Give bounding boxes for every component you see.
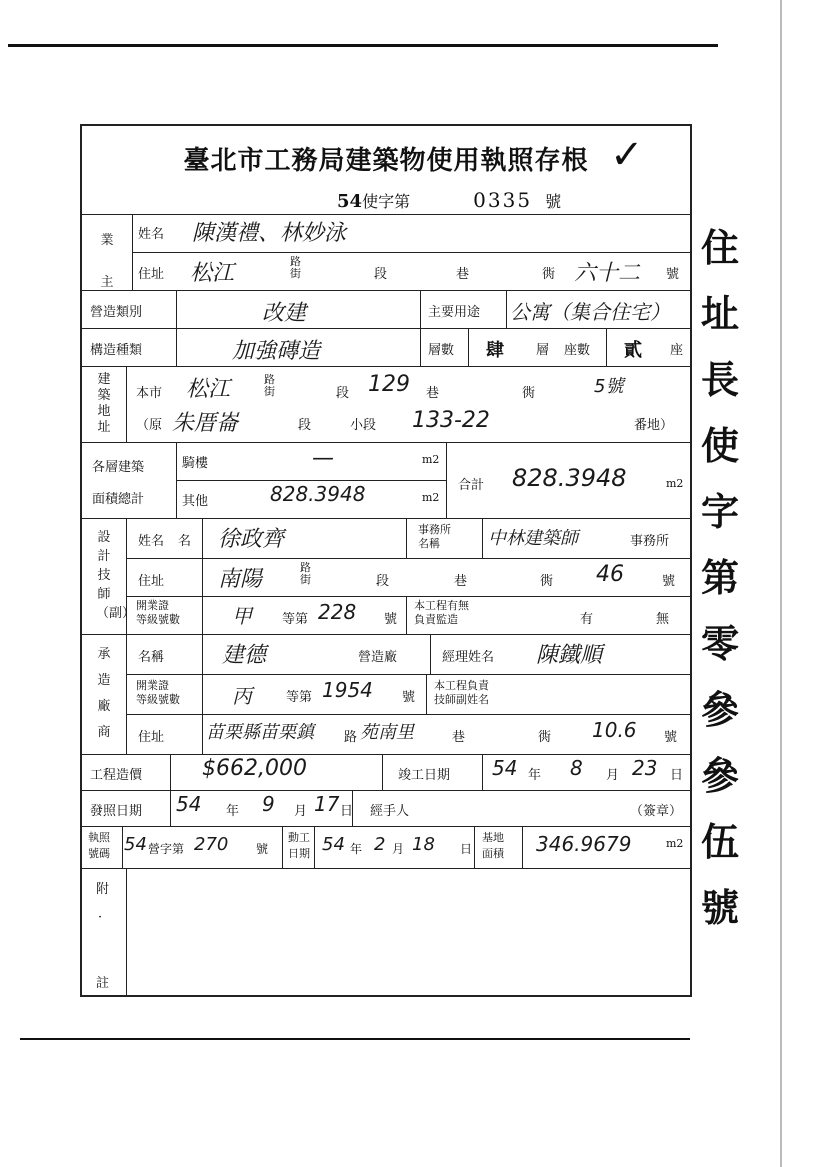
cert-suffix: 號 bbox=[545, 192, 562, 211]
grid-line bbox=[82, 290, 690, 291]
supervise-yes: 有 bbox=[580, 612, 594, 627]
issue-year-label: 年 bbox=[226, 804, 240, 819]
owner-name-value: 陳漢禮、林妙泳 bbox=[192, 221, 347, 246]
site-section-label: 建築地址 bbox=[97, 372, 111, 435]
contractor-license-grade: 丙 bbox=[232, 684, 252, 708]
permit-label-2: 號碼 bbox=[88, 847, 110, 860]
orig-subsection-label: 小段 bbox=[350, 418, 377, 433]
cost-label: 工程造價 bbox=[90, 768, 143, 783]
grid-line bbox=[126, 868, 127, 995]
start-month-label: 月 bbox=[392, 842, 405, 856]
grid-line bbox=[446, 442, 447, 518]
notes-label-top: 附 bbox=[96, 882, 110, 897]
form-title: 臺北市工務局建築物使用執照存根 bbox=[183, 146, 589, 176]
contractor-license-no: 1954 bbox=[322, 678, 373, 702]
cert-label: 使字第 bbox=[362, 192, 411, 211]
owner-addr-no: 六十二 bbox=[574, 261, 641, 286]
designer-license-grade: 甲 bbox=[232, 604, 252, 628]
grid-line bbox=[126, 558, 690, 559]
blocks-label: 座數 bbox=[564, 343, 591, 358]
completion-label: 竣工日期 bbox=[398, 768, 451, 783]
grid-line bbox=[176, 442, 177, 518]
side-char: 號 bbox=[700, 885, 739, 930]
contractor-lane-label: 巷 bbox=[452, 730, 466, 745]
owner-lane-label: 巷 bbox=[456, 267, 470, 282]
grid-line bbox=[474, 826, 475, 868]
completion-day-label: 日 bbox=[670, 768, 684, 783]
completion-year-label: 年 bbox=[528, 768, 542, 783]
start-day-label: 日 bbox=[460, 842, 473, 856]
grid-line bbox=[82, 328, 690, 329]
designer-addr-label: 住址 bbox=[138, 574, 165, 589]
build-type-value: 改建 bbox=[262, 301, 307, 326]
grid-line bbox=[82, 518, 690, 519]
site-lane: 129 bbox=[368, 372, 410, 397]
grid-line bbox=[468, 328, 469, 366]
grid-line bbox=[482, 518, 483, 558]
grid-line bbox=[426, 674, 427, 714]
other-unit: m2 bbox=[422, 491, 440, 504]
designer-license-no: 228 bbox=[318, 600, 357, 624]
start-month: 2 bbox=[374, 834, 386, 855]
contractor-no-label: 號 bbox=[664, 730, 678, 745]
site-street-label: 衖 bbox=[522, 386, 536, 401]
permit-suffix: 號 bbox=[256, 842, 269, 856]
orig-label: （原 bbox=[136, 418, 163, 433]
check-mark: ✓ bbox=[610, 132, 644, 178]
supervise-label-2: 負責監造 bbox=[414, 613, 458, 626]
completion-month: 8 bbox=[570, 756, 583, 780]
grid-line bbox=[506, 290, 507, 328]
base-value: 346.9679 bbox=[536, 832, 632, 856]
grid-line bbox=[522, 826, 523, 868]
grid-line bbox=[126, 714, 690, 715]
side-char: 長 bbox=[700, 357, 739, 402]
cert-no: 0335 bbox=[473, 188, 533, 212]
grid-line bbox=[176, 480, 446, 481]
other-label: 其他 bbox=[182, 494, 209, 509]
permit-prefix: 54 bbox=[124, 834, 147, 855]
grid-line bbox=[82, 790, 690, 791]
grid-line bbox=[482, 754, 483, 790]
side-char: 第 bbox=[700, 555, 739, 600]
contractor-name-value: 建德 bbox=[222, 643, 267, 668]
designer-section-label-2: 段 bbox=[376, 574, 390, 589]
permit-mid: 營字第 bbox=[148, 842, 185, 856]
designer-name-label-2: 名 bbox=[178, 534, 192, 549]
orig-area: 朱厝崙 bbox=[172, 411, 239, 436]
grid-line bbox=[126, 518, 127, 754]
grid-line bbox=[126, 674, 690, 675]
designer-street-label: 衖 bbox=[540, 574, 554, 589]
grid-line bbox=[176, 290, 177, 366]
start-label-2: 日期 bbox=[288, 847, 310, 860]
grid-line bbox=[82, 214, 690, 215]
grid-line bbox=[420, 290, 421, 366]
designer-license-mid: 等第 bbox=[282, 612, 309, 627]
permit-stub-form bbox=[80, 124, 692, 997]
grid-line bbox=[132, 214, 133, 290]
floors-unit: 層 bbox=[536, 343, 550, 358]
office-label-1: 事務所 bbox=[418, 523, 451, 536]
contractor-name-suffix: 營造廠 bbox=[358, 650, 398, 665]
grid-line bbox=[126, 596, 690, 597]
arcade-value: — bbox=[312, 446, 334, 471]
issue-label: 發照日期 bbox=[90, 804, 143, 819]
grid-line bbox=[170, 754, 171, 790]
permit-no: 270 bbox=[194, 834, 229, 855]
owner-section-no-label: 段 bbox=[374, 267, 388, 282]
permit-label-1: 執照 bbox=[88, 831, 110, 844]
grid-line bbox=[82, 442, 690, 443]
owner-no-label: 號 bbox=[666, 267, 680, 282]
issue-month-label: 月 bbox=[294, 804, 308, 819]
blocks-value: 貳 bbox=[624, 340, 642, 361]
designer-lane-label: 巷 bbox=[454, 574, 468, 589]
lot-label: 番地） bbox=[634, 418, 674, 433]
side-char: 參 bbox=[700, 753, 739, 798]
contractor-addr-value: 苗栗縣苗栗鎮 bbox=[206, 722, 314, 743]
notes-label-mid: · bbox=[98, 910, 103, 925]
issue-day: 17 bbox=[314, 792, 340, 816]
grid-line bbox=[430, 634, 431, 674]
area-label-line2: 面積總計 bbox=[92, 492, 145, 507]
contractor-license-suffix: 號 bbox=[402, 690, 416, 705]
designer-license-label-1: 開業證 bbox=[136, 599, 169, 612]
arcade-unit: m2 bbox=[422, 453, 440, 466]
area-label-line1: 各層建築 bbox=[92, 460, 145, 475]
contractor-license-label-1: 開業證 bbox=[136, 679, 169, 692]
notes-label-bottom: 註 bbox=[96, 976, 110, 991]
designer-addr-no: 46 bbox=[596, 562, 624, 587]
site-road-label: 路街 bbox=[264, 373, 275, 398]
base-unit: m2 bbox=[666, 837, 684, 850]
office-label-2: 名稱 bbox=[418, 537, 440, 550]
contractor-street-label: 衖 bbox=[538, 730, 552, 745]
manager-label: 經理姓名 bbox=[442, 650, 495, 665]
side-char: 字 bbox=[700, 489, 739, 534]
signature-label: （簽章） bbox=[630, 804, 683, 819]
arcade-label: 騎樓 bbox=[182, 456, 209, 471]
tech-label-1: 本工程負責 bbox=[434, 679, 489, 692]
grid-line bbox=[82, 868, 690, 869]
contractor-license-label-2: 等級號數 bbox=[136, 693, 180, 706]
contractor-addr-no: 10.6 bbox=[592, 718, 637, 742]
total-label: 合計 bbox=[458, 478, 485, 493]
designer-no-label: 號 bbox=[662, 574, 676, 589]
structure-type-value: 加強磚造 bbox=[232, 339, 321, 364]
grid-line bbox=[122, 826, 123, 868]
start-day: 18 bbox=[412, 834, 435, 855]
site-number: 5號 bbox=[594, 376, 624, 397]
owner-section-label bbox=[99, 220, 115, 304]
owner-name-label: 姓名 bbox=[138, 227, 165, 242]
build-type-label: 營造類別 bbox=[90, 305, 143, 320]
floors-label: 層數 bbox=[428, 343, 455, 358]
main-use-label: 主要用途 bbox=[428, 305, 481, 320]
other-value: 828.3948 bbox=[270, 482, 366, 506]
side-text bbox=[700, 215, 740, 941]
grid-line bbox=[82, 826, 690, 827]
grid-line bbox=[606, 328, 607, 366]
grid-line bbox=[406, 518, 407, 558]
notes-area bbox=[128, 870, 688, 992]
grid-line bbox=[170, 790, 171, 826]
grid-line bbox=[406, 596, 407, 634]
contractor-addr-street: 苑南里 bbox=[360, 722, 414, 743]
grid-line bbox=[82, 634, 690, 635]
completion-day: 23 bbox=[632, 756, 658, 780]
designer-addr-value: 南陽 bbox=[218, 567, 263, 592]
scan-edge-right bbox=[780, 0, 782, 1167]
side-char: 住 bbox=[700, 225, 739, 270]
owner-street-label: 衖 bbox=[542, 267, 556, 282]
start-year: 54 bbox=[322, 834, 345, 855]
contractor-addr-suffix: 路 bbox=[344, 730, 358, 745]
completion-month-label: 月 bbox=[606, 768, 620, 783]
scan-line-top bbox=[8, 44, 718, 47]
grid-line bbox=[132, 252, 690, 253]
structure-type-label: 構造種類 bbox=[90, 343, 143, 358]
base-label-1: 基地 bbox=[482, 831, 504, 844]
grid-line bbox=[126, 366, 127, 442]
owner-addr-label: 住址 bbox=[138, 267, 165, 282]
start-label-1: 動工 bbox=[288, 831, 310, 844]
cost-value: $662,000 bbox=[202, 756, 307, 781]
issue-month: 9 bbox=[262, 792, 275, 816]
cert-number-line bbox=[337, 188, 561, 212]
start-year-label: 年 bbox=[350, 842, 363, 856]
total-value: 828.3948 bbox=[512, 464, 627, 492]
side-char: 零 bbox=[700, 621, 739, 666]
city-label: 本市 bbox=[136, 386, 163, 401]
designer-name-label: 姓名 bbox=[138, 534, 165, 549]
lot-number: 133-22 bbox=[412, 408, 490, 433]
cert-prefix: 54 bbox=[337, 191, 363, 212]
office-value: 中林建築師 bbox=[488, 528, 578, 549]
completion-year: 54 bbox=[492, 756, 518, 780]
grid-line bbox=[382, 754, 383, 790]
owner-road-label: 路街 bbox=[290, 255, 301, 280]
grid-line bbox=[202, 518, 203, 754]
designer-license-suffix: 號 bbox=[384, 612, 398, 627]
supervise-no: 無 bbox=[656, 612, 670, 627]
supervise-label-1: 本工程有無 bbox=[414, 599, 469, 612]
issue-year: 54 bbox=[176, 792, 202, 816]
contractor-name-label: 名稱 bbox=[138, 650, 165, 665]
site-section-no-label: 段 bbox=[336, 386, 350, 401]
side-char: 參 bbox=[700, 687, 739, 732]
manager-value: 陳鐵順 bbox=[536, 643, 603, 668]
side-char: 使 bbox=[700, 423, 739, 468]
tech-label-2: 技師副姓名 bbox=[434, 693, 489, 706]
site-lane-label: 巷 bbox=[426, 386, 440, 401]
scan-line-bottom bbox=[20, 1038, 690, 1040]
designer-license-label-2: 等級號數 bbox=[136, 613, 180, 626]
designer-name-value: 徐政齊 bbox=[218, 527, 285, 552]
base-label-2: 面積 bbox=[482, 847, 504, 860]
main-use-value: 公寓（集合住宅） bbox=[510, 300, 670, 324]
designer-section-label: 設計技師（副） bbox=[96, 530, 136, 621]
grid-line bbox=[314, 826, 315, 868]
issue-day-label: 日 bbox=[340, 804, 354, 819]
total-unit: m2 bbox=[666, 477, 684, 490]
site-road: 松江 bbox=[186, 377, 231, 402]
grid-line bbox=[82, 366, 690, 367]
contractor-section-label: 承造廠商 bbox=[97, 647, 111, 740]
grid-line bbox=[82, 754, 690, 755]
orig-section-label: 段 bbox=[298, 418, 312, 433]
grid-line bbox=[282, 826, 283, 868]
office-suffix: 事務所 bbox=[630, 534, 670, 549]
designer-road-label: 路街 bbox=[300, 561, 311, 586]
floors-value: 肆 bbox=[486, 340, 504, 361]
contractor-addr-label: 住址 bbox=[138, 730, 165, 745]
handler-label: 經手人 bbox=[370, 804, 410, 819]
blocks-unit: 座 bbox=[670, 343, 684, 358]
owner-addr-road: 松江 bbox=[190, 261, 235, 286]
contractor-license-mid: 等第 bbox=[286, 690, 313, 705]
owner-section-text: 業主 bbox=[100, 233, 114, 290]
side-char: 伍 bbox=[700, 819, 739, 864]
side-char: 址 bbox=[700, 291, 739, 336]
